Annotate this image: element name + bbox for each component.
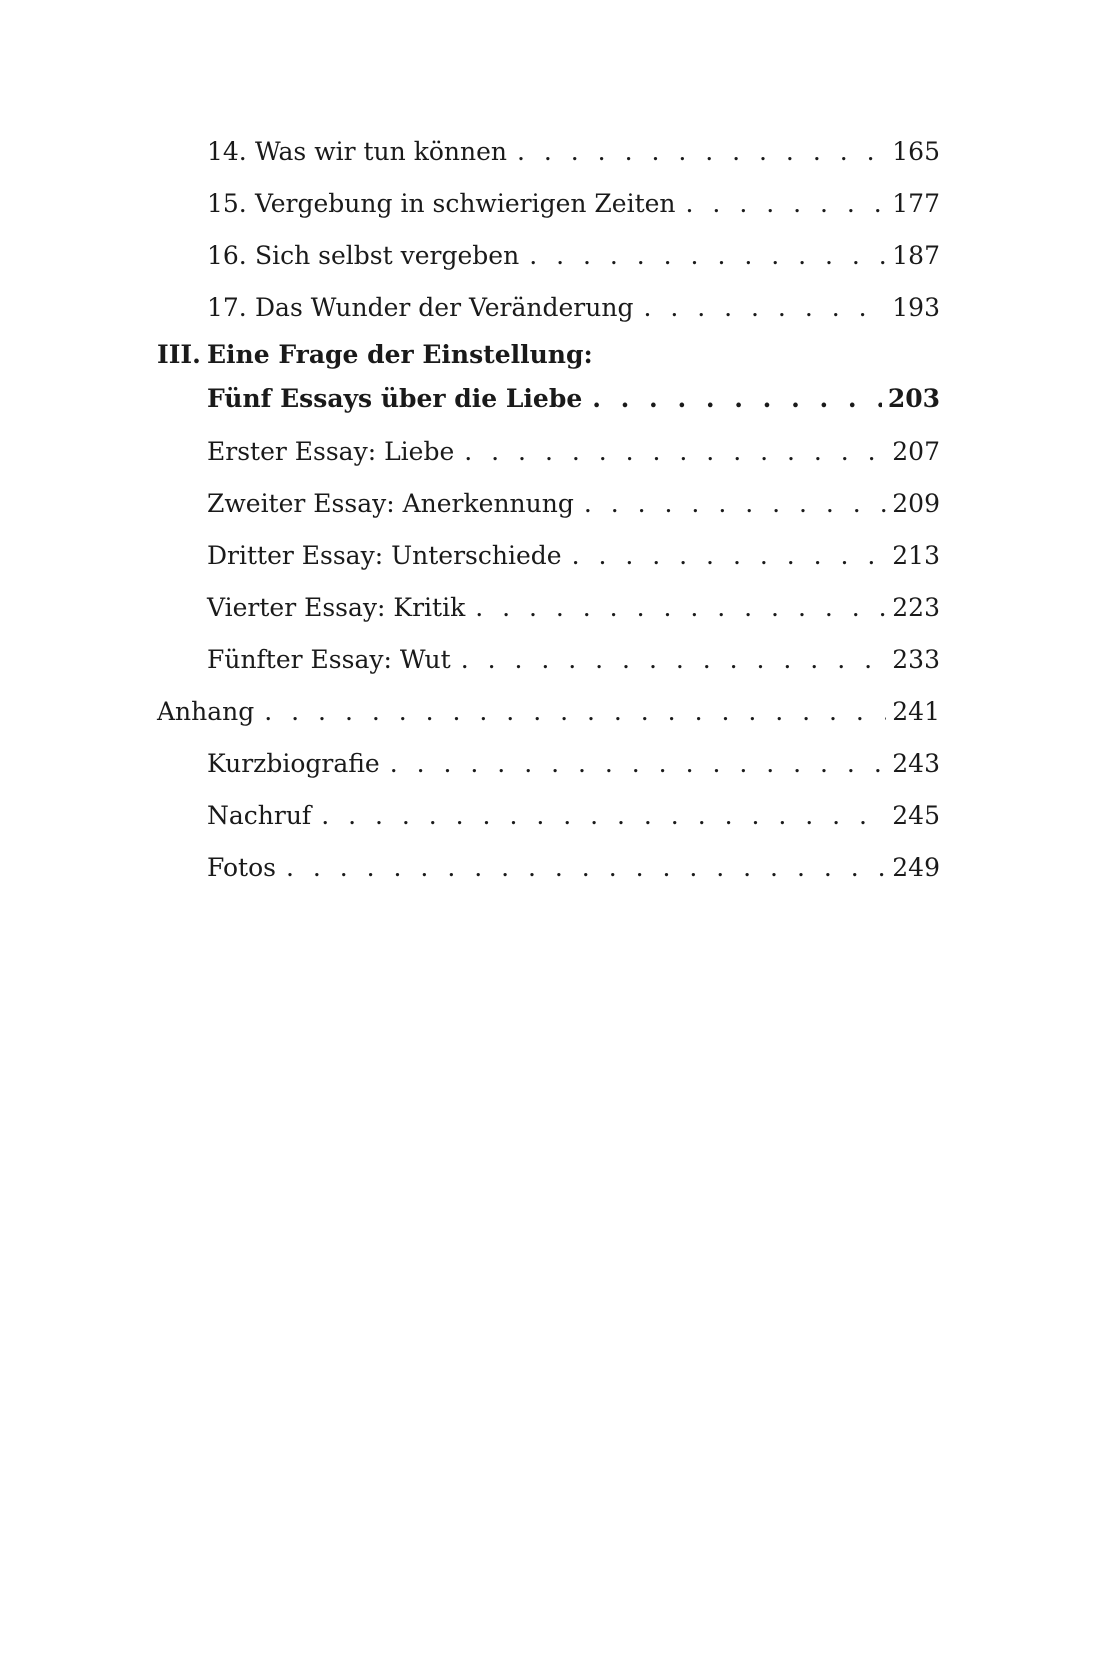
toc-entry-essay-1[interactable] [207, 434, 940, 470]
dot-leader [584, 486, 886, 522]
dot-leader [475, 590, 886, 626]
appendix-title: Anhang [157, 697, 255, 726]
chapter-number: 16. [207, 241, 247, 270]
toc-entry-16[interactable] [207, 238, 940, 274]
essay-title: Zweiter Essay: Anerkennung [207, 489, 574, 518]
part-subtitle: Fünf Essays über die Liebe [207, 384, 583, 413]
dot-leader [686, 186, 887, 222]
dot-leader [517, 134, 886, 170]
toc-entry-appendix-1[interactable] [207, 746, 940, 782]
essay-title: Erster Essay: Liebe [207, 437, 455, 466]
toc-entry-15[interactable] [207, 186, 940, 222]
toc-entry-part3[interactable] [207, 381, 940, 417]
page-number: 243 [892, 749, 940, 778]
essay-title: Vierter Essay: Kritik [207, 593, 466, 622]
dot-leader [321, 798, 886, 834]
dot-leader [464, 434, 886, 470]
page-number: 223 [892, 593, 940, 622]
part-title-line1 [207, 337, 940, 373]
toc-entry-essay-5[interactable] [207, 642, 940, 678]
chapter-title: Vergebung in schwierigen Zeiten [255, 189, 676, 218]
chapter-number: 15. [207, 189, 247, 218]
chapter-title: Sich selbst vergeben [255, 241, 520, 270]
toc-entry-appendix[interactable] [157, 694, 940, 730]
toc-entry-14[interactable] [207, 134, 940, 170]
dot-leader [390, 746, 887, 782]
page-number: 177 [892, 189, 940, 218]
page-number: 245 [892, 801, 940, 830]
dot-leader [572, 538, 887, 574]
part-title: Eine Frage der Einstellung: [207, 340, 593, 369]
chapter-number: 17. [207, 293, 247, 322]
page-number: 233 [892, 645, 940, 674]
chapter-title: Was wir tun können [255, 137, 507, 166]
page-number: 165 [892, 137, 940, 166]
chapter-title: Das Wunder der Veränderung [255, 293, 634, 322]
dot-leader [264, 694, 886, 730]
appendix-item-title: Fotos [207, 853, 276, 882]
toc-entry-appendix-3[interactable] [207, 850, 940, 886]
toc-entry-17[interactable] [207, 290, 940, 326]
part-number: III. [157, 340, 201, 369]
dot-leader [461, 642, 887, 678]
toc-entry-essay-4[interactable] [207, 590, 940, 626]
appendix-item-title: Kurzbiografie [207, 749, 380, 778]
dot-leader [592, 381, 882, 417]
chapter-number: 14. [207, 137, 247, 166]
page-number: 209 [892, 489, 940, 518]
toc-entry-appendix-2[interactable] [207, 798, 940, 834]
page-number: 241 [892, 697, 940, 726]
dot-leader [643, 290, 886, 326]
page-number: 193 [892, 293, 940, 322]
toc-entry-essay-3[interactable] [207, 538, 940, 574]
dot-leader [529, 238, 886, 274]
dot-leader [286, 850, 886, 886]
page-number: 203 [887, 384, 940, 413]
page-number: 213 [892, 541, 940, 570]
essay-title: Fünfter Essay: Wut [207, 645, 451, 674]
page-number: 207 [892, 437, 940, 466]
page-number: 187 [892, 241, 940, 270]
page-number: 249 [892, 853, 940, 882]
essay-title: Dritter Essay: Unterschiede [207, 541, 562, 570]
toc-entry-essay-2[interactable] [207, 486, 940, 522]
appendix-item-title: Nachruf [207, 801, 312, 830]
